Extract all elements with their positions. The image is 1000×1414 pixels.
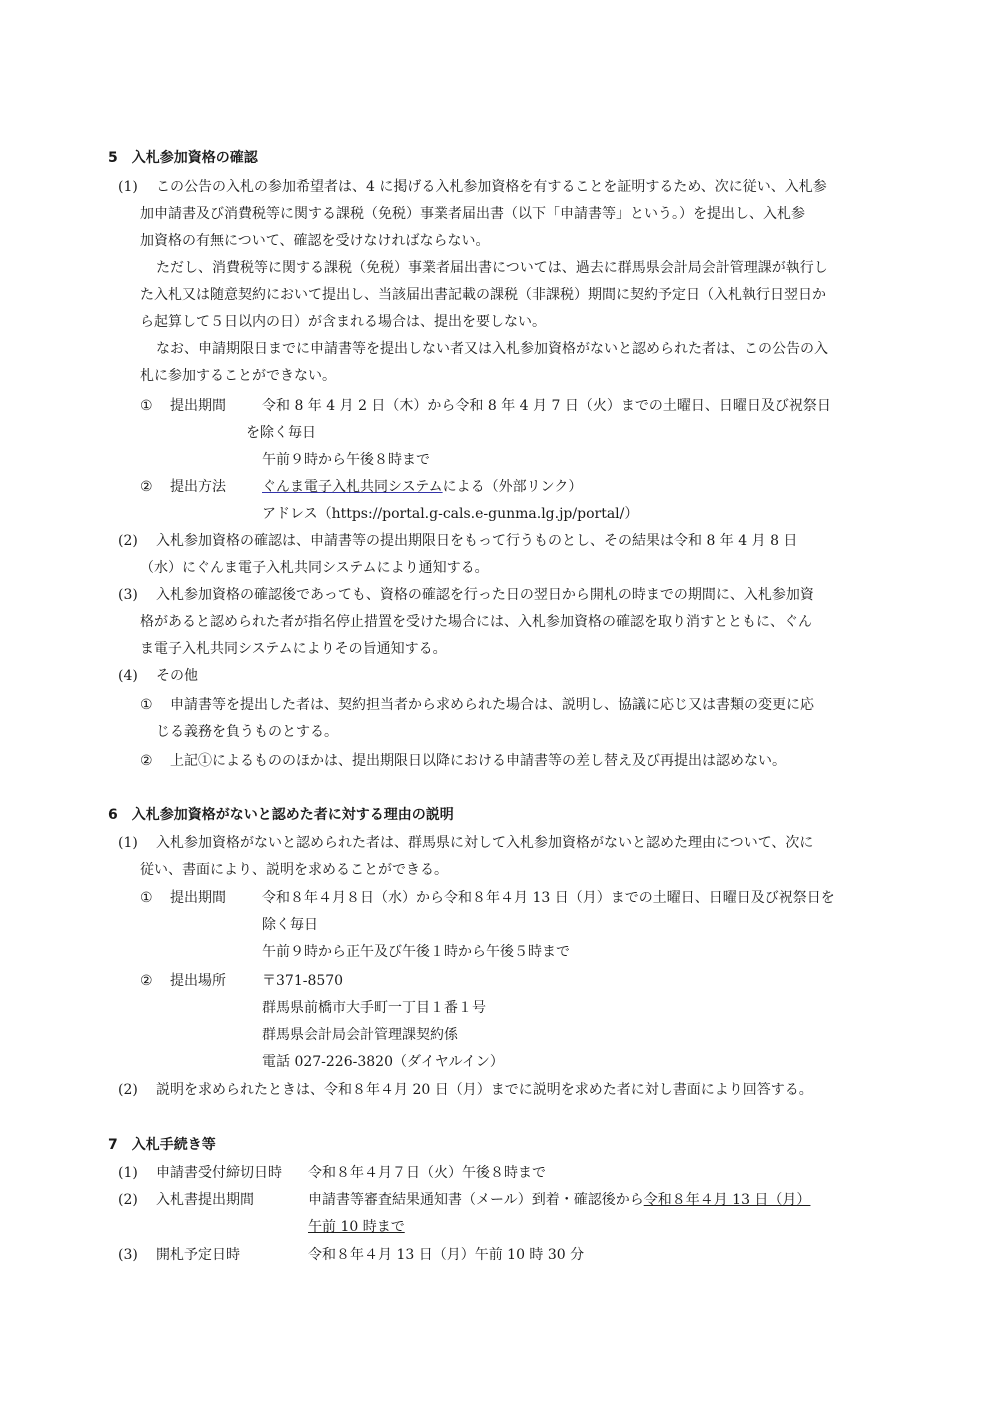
s5-item1-line: 令和 8 年 4 月 2 日（木）から令和 8 年 4 月 7 日（火）までの土曜日、日曜日及び祝祭日	[262, 398, 831, 414]
s5-p2-line: （水）にぐんま電子入札共同システムにより通知する。	[140, 560, 489, 576]
s5-item1-line: を除く毎日	[246, 425, 316, 441]
s5-p4-item1-line: じる義務を負うものとする。	[156, 724, 338, 740]
s5-item2-label: 提出方法	[170, 479, 226, 495]
s5-item2-method-suffix: による（外部リンク）	[442, 479, 583, 495]
s5-item1-label: 提出期間	[170, 398, 226, 414]
s5-p1-line: た入札又は随意契約において提出し、当該届出書記載の課税（非課税）期間に契約予定日（入札執行日翌日か	[140, 287, 826, 303]
s6-p2-label: (2)	[118, 1082, 138, 1098]
s5-p1-line: ただし、消費税等に関する課税（免税）事業者届出書については、過去に群馬県会計局会計管理課が執行し	[156, 260, 828, 276]
s6-p1-line: 従い、書面により、説明を求めることができる。	[140, 862, 448, 878]
s6-item1-label: 提出期間	[170, 890, 226, 906]
s7-r3-value: 令和８年４月 13 日（月）午前 10 時 30 分	[308, 1247, 585, 1263]
s5-item2-method	[262, 478, 582, 496]
s7-r1-label: (1)	[118, 1165, 138, 1181]
s5-p3-line: 格があると認められた者が指名停止措置を受けた場合には、入札参加資格の確認を取り消すとともに、ぐん	[140, 614, 812, 630]
s5-item2-num: ②	[140, 479, 153, 495]
s5-p1-line: ら起算して５日以内の日）が含まれる場合は、提出を要しない。	[140, 314, 546, 330]
s5-p4-label: (4)	[118, 668, 138, 684]
s5-p1-line: 加申請書及び消費税等に関する課税（免税）事業者届出書（以下「申請書等」という。）を提出し、入札参	[140, 206, 805, 222]
s7-r2-value	[308, 1191, 810, 1209]
s5-p3-line: ま電子入札共同システムによりその旨通知する。	[140, 641, 447, 657]
s6-p2-line: 説明を求められたときは、令和８年４月 20 日（月）までに説明を求めた者に対し書面により回答する。	[156, 1082, 813, 1098]
s5-p1-label: (1)	[118, 179, 138, 195]
s7-r2-value-a: 申請書等審査結果通知書（メール）到着・確認後から	[308, 1192, 644, 1208]
s5-item1-num: ①	[140, 398, 153, 414]
office-name: 群馬県会計局会計管理課契約係	[262, 1027, 458, 1043]
s5-p4-item1-num: ①	[140, 697, 153, 713]
s7-r3-label: (3)	[118, 1247, 138, 1263]
section-6-heading: 6 入札参加資格がないと認めた者に対する理由の説明	[108, 807, 454, 823]
s5-p1-line: 加資格の有無について、確認を受けなければならない。	[140, 233, 490, 249]
s5-p1-line: この公告の入札の参加希望者は、4 に掲げる入札参加資格を有することを証明するため、次に従い、入札参	[156, 179, 827, 195]
s6-item2-num: ②	[140, 973, 153, 989]
s6-p1-label: (1)	[118, 835, 138, 851]
s6-item1-line: 除く毎日	[262, 917, 318, 933]
street-address: 群馬県前橋市大手町一丁目１番１号	[262, 1000, 486, 1016]
phone-number: 電話 027-226-3820（ダイヤルイン）	[262, 1054, 504, 1070]
s6-item1-line: 令和８年４月８日（水）から令和８年４月 13 日（月）までの土曜日、日曜日及び祝祭日を	[262, 890, 835, 906]
s6-item1-line: 午前９時から正午及び午後１時から午後５時まで	[262, 944, 570, 960]
s5-p4-item2-num: ②	[140, 753, 153, 769]
s6-p1-line: 入札参加資格がないと認められた者は、群馬県に対して入札参加資格がないと認めた理由について、次に	[156, 835, 814, 851]
s5-p1-line: なお、申請期限日までに申請書等を提出しない者又は入札参加資格がないと認められた者は、この公告の入	[156, 341, 828, 357]
s5-item2-address: アドレス（https://portal.g-cals.e-gunma.lg.jp/portal/）	[262, 506, 639, 522]
s5-p2-label: (2)	[118, 533, 138, 549]
s5-p4-item2-line: 上記①によるもののほかは、提出期限日以降における申請書等の差し替え及び再提出は認めない。	[170, 753, 786, 769]
section-7-heading: 7 入札手続き等	[108, 1137, 216, 1153]
s7-r1-value: 令和８年４月７日（火）午後８時まで	[308, 1165, 546, 1181]
s5-p3-line: 入札参加資格の確認後であっても、資格の確認を行った日の翌日から開札の時までの期間に、入札参加資	[156, 587, 814, 603]
s5-p4-item1-line: 申請書等を提出した者は、契約担当者から求められた場合は、説明し、協議に応じ又は書類の変更に応	[170, 697, 814, 713]
s6-item1-num: ①	[140, 890, 153, 906]
s5-p2-line: 入札参加資格の確認は、申請書等の提出期限日をもって行うものとし、その結果は令和 8 年 4 月 8 日	[156, 533, 798, 549]
s5-p1-line: 札に参加することができない。	[140, 368, 336, 384]
s7-r2-value-b: 令和８年４月 13 日（月）	[643, 1192, 811, 1208]
s7-r3-title: 開札予定日時	[156, 1247, 240, 1263]
s5-p4-title: その他	[156, 668, 198, 684]
section-5-heading: 5 入札参加資格の確認	[108, 150, 258, 166]
s7-r2-value-c: 午前 10 時まで	[308, 1219, 405, 1235]
s5-p3-label: (3)	[118, 587, 138, 603]
gunma-e-bidding-link[interactable]: ぐんま電子入札共同システム	[262, 479, 443, 495]
postal-code: 〒371-8570	[262, 973, 344, 989]
s7-r2-label: (2)	[118, 1192, 138, 1208]
s7-r1-title: 申請書受付締切日時	[156, 1165, 282, 1181]
s5-item1-line: 午前９時から午後８時まで	[262, 452, 430, 468]
s7-r2-title: 入札書提出期間	[156, 1192, 254, 1208]
s6-item2-label: 提出場所	[170, 973, 226, 989]
